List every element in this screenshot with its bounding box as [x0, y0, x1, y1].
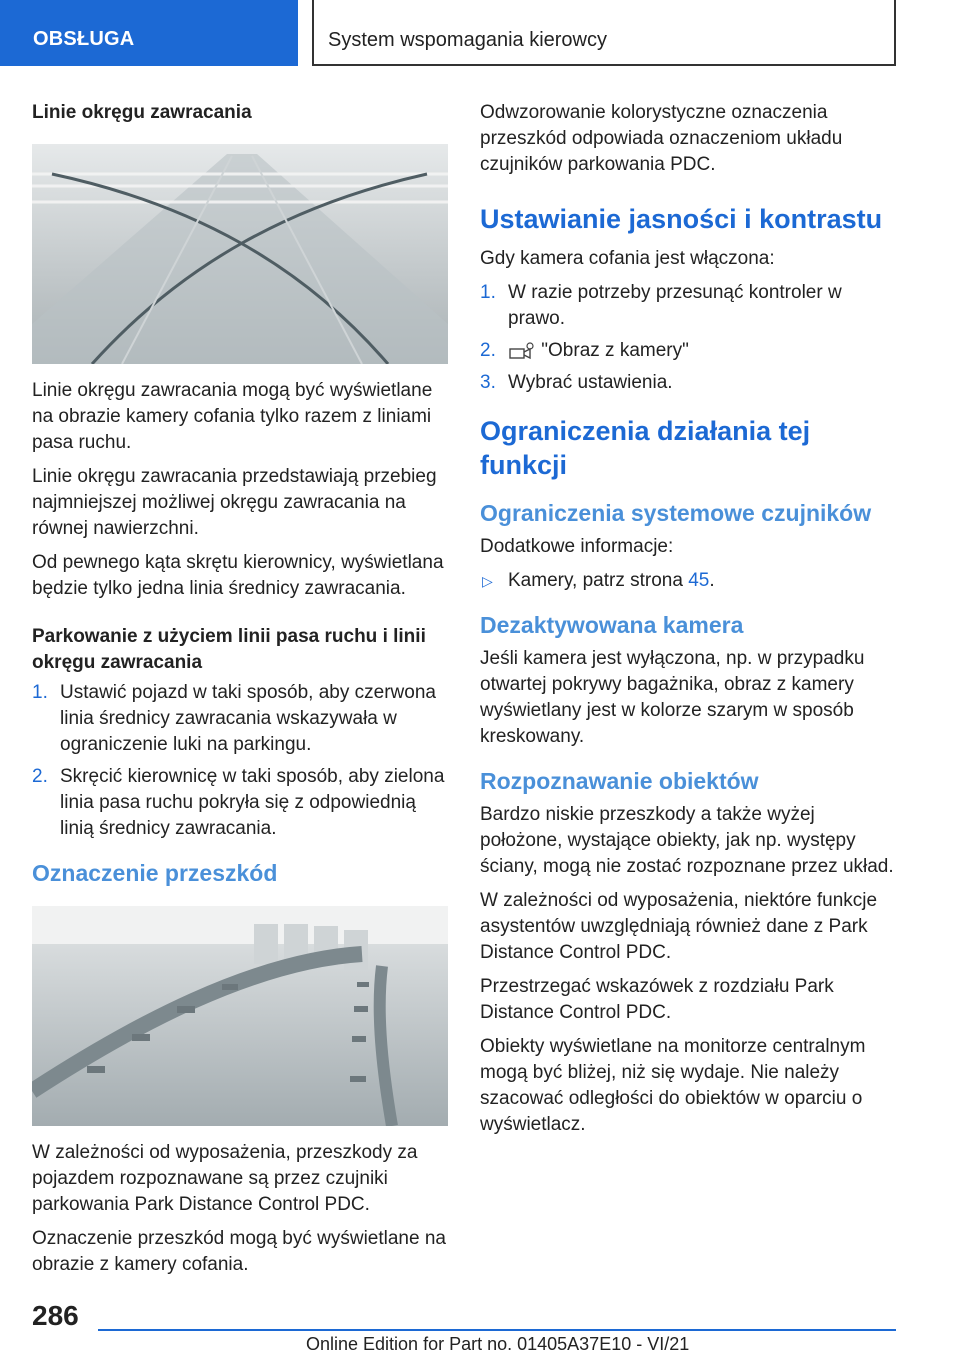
heading-turning-circle: Linie okręgu zawracania	[32, 102, 252, 123]
step-number: 3.	[480, 372, 496, 393]
footer-divider	[98, 1329, 896, 1331]
paragraph: Gdy kamera cofania jest włączona:	[480, 248, 775, 269]
step-text: Skręcić kierownicę w taki sposób, aby zielona linia pasa ruchu pokryła się z odpowiednią linią średnicy zawracania.	[60, 766, 445, 839]
page-number: 286	[32, 1300, 79, 1331]
heading-limits: Ograniczenia działania tej funkcji	[480, 416, 811, 480]
step-text: Ustawić pojazd w taki sposób, aby czerwona linia średnicy zawracania wskazywała w ograniczenie luki na parkingu.	[60, 682, 436, 755]
paragraph: Przestrzegać wskazówek z rozdziału Park Distance Control PDC.	[480, 976, 834, 1023]
paragraph: Bardzo niskie przeszkody a także wyżej położone, wystające obiekty, jak np. występy ściany, mogą nie zostać rozpoznane przez układ.	[480, 804, 894, 877]
parking-steps	[32, 680, 448, 842]
paragraph: Linie okręgu zawracania przedstawiają przebieg najmniejszej możliwej okręgu zawracania na równej nawierzchni.	[32, 466, 437, 539]
list-item	[32, 764, 448, 842]
paragraph: W zależności od wyposażenia, niektóre funkcje asystentów uwzględniają również dane z Park Distance Control PDC.	[480, 890, 878, 963]
paragraph: Dodatkowe informacje:	[480, 536, 674, 557]
left-column	[32, 100, 448, 1286]
paragraph: Od pewnego kąta skrętu kierownicy, wyświetlana będzie tylko jedna linia średnicy zawracania.	[32, 552, 444, 599]
heading-brightness: Ustawianie jasności i kontrastu	[480, 204, 883, 234]
breadcrumb: System wspomagania kierowcy	[312, 0, 896, 66]
step-number: 2.	[480, 340, 496, 361]
list-item	[32, 680, 448, 758]
step-text: "Obraz z kamery"	[541, 340, 689, 361]
turning-circle-figure	[32, 144, 448, 364]
paragraph: Obiekty wyświetlane na monitorze centralnym mogą być bliżej, niż się wydaje. Nie należy szacować odległości do obiektów w oparciu o wyświetlacz.	[480, 1036, 866, 1135]
step-number: 1.	[32, 682, 48, 703]
info-list	[480, 568, 896, 594]
step-number: 1.	[480, 282, 496, 303]
section-tab[interactable]: OBSŁUGA	[0, 0, 298, 66]
step-text: W razie potrzeby przesunąć kontroler w prawo.	[508, 282, 842, 329]
brightness-steps	[480, 280, 896, 396]
heading-detection: Rozpoznawanie obiektów	[480, 768, 759, 794]
right-column	[480, 100, 896, 1146]
bullet-text: Kamery, patrz strona	[508, 570, 689, 591]
edition-note: Online Edition for Part no. 01405A37E10 - VI/21	[306, 1334, 690, 1354]
paragraph: W zależności od wyposażenia, przeszkody za pojazdem rozpoznawane są przez czujniki parkowania Park Distance Control PDC.	[32, 1142, 418, 1215]
page-link[interactable]: 45	[688, 570, 710, 591]
paragraph: Jeśli kamera jest wyłączona, np. w przypadku otwartej pokrywy bagażnika, obraz z kamery wyświetlany jest w kolorze szarym w sposób kreskowany.	[480, 648, 865, 747]
list-item	[480, 338, 896, 364]
heading-obstacles: Oznaczenie przeszkód	[32, 860, 278, 886]
list-item	[480, 370, 896, 396]
paragraph: Odwzorowanie kolorystyczne oznaczenia przeszkód odpowiada oznaczeniom układu czujników parkowania PDC.	[480, 102, 843, 175]
list-item	[480, 280, 896, 332]
paragraph: Oznaczenie przeszkód mogą być wyświetlane na obrazie z kamery cofania.	[32, 1228, 446, 1275]
page-header	[0, 0, 960, 66]
heading-parking: Parkowanie z użyciem linii pasa ruchu i linii okręgu zawracania	[32, 626, 426, 673]
camera-settings-icon	[508, 341, 536, 361]
heading-sensor-limits: Ograniczenia systemowe czujników	[480, 500, 872, 526]
step-text: Wybrać ustawienia.	[508, 372, 673, 393]
triangle-right-icon: ▷	[482, 573, 493, 589]
list-item	[480, 568, 896, 594]
obstacle-marking-figure	[32, 906, 448, 1126]
heading-deactivated: Dezaktywowana kamera	[480, 612, 744, 638]
step-number: 2.	[32, 766, 48, 787]
paragraph: Linie okręgu zawracania mogą być wyświetlane na obrazie kamery cofania tylko razem z liniami pasa ruchu.	[32, 380, 433, 453]
bullet-end: .	[709, 570, 715, 591]
